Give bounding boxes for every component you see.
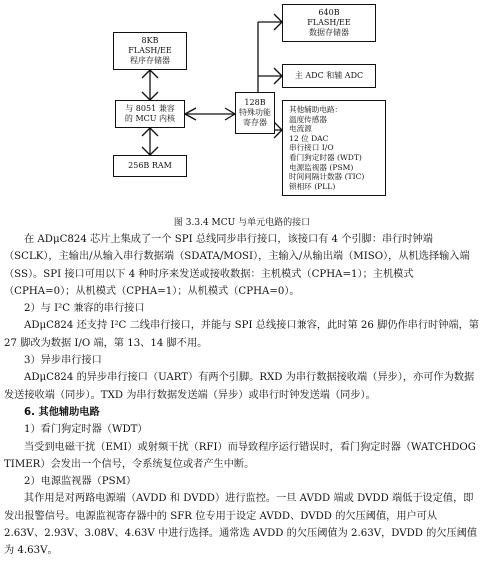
paragraph-wdt: 当受到电磁干扰（EMI）或射频干扰（RFI）而导致程序运行错误时，看门狗定时器（WATCHDOG TIMER）会发出一个信号，令系统复位或者产生中断。 — [4, 441, 476, 470]
aux-line-3: 电流源 — [289, 124, 312, 134]
aux-line-6: 看门狗定时器 (WDT) — [289, 152, 362, 162]
adc-box — [282, 64, 376, 88]
aux-circuits-box — [282, 100, 386, 196]
mcu-core-line-1: 与 8051 兼容 — [125, 104, 175, 113]
ram-box — [113, 155, 187, 177]
paragraph-psm: 其作用是对两路电源端（AVDD 和 DVDD）进行监控。一旦 AVDD 端或 DVDD 端低于设定值，即发出报警信号。电源监视寄存器中的 SFR 位专用于设定 AVDD、DVDD 的欠压阈值，用户可从 2.63V、2.93V、3.08V、4.63V 中进行选择。通常选 AVDD 的欠压阈值为 2.63V，DVDD 的欠压阈值为 4.63V。 — [4, 493, 478, 557]
aux-line-1: 其他辅助电路： — [289, 105, 343, 114]
block-diagram — [0, 0, 484, 215]
flash-640b-box — [282, 4, 376, 42]
paragraph-spi: 在 ADμC824 芯片上集成了一个 SPI 总线同步串行接口，该接口有 4 个引脚：串行时钟端（SCLK），主输出/从输入串行数据端（SDATA/MOSI），主输入/从输出端（MISO），从机选择输入端（SS）。SPI 接口可用以下 4 种时序来发送或接收数据：主机模式（CPHA=1）；主机模式（CPHA=0）；从机模式（CPHA=1）；从机模式（CPHA=0）。 — [4, 234, 470, 297]
flash-640b-line-3: 数据存储器 — [309, 28, 349, 37]
heading-psm: 2）电源监视器（PSM） — [24, 476, 137, 488]
body-text — [4, 231, 480, 560]
sfr-line-2: 特殊功能 — [239, 108, 271, 117]
mcu-core-line-2: 的 MCU 内核 — [124, 114, 176, 123]
aux-line-5: 串行接口 I/O — [289, 143, 334, 153]
adc-label: 主 ADC 和辅 ADC — [294, 71, 364, 80]
flash-8kb-line-2: FLASH/EE — [128, 46, 172, 55]
flash-640b-line-1: 640B — [318, 8, 340, 17]
flash-8kb-line-3: 程序存储器 — [130, 56, 170, 65]
sfr-line-1: 128B — [244, 98, 266, 107]
paragraph-i2c: ADμC824 还支持 I²C 二线串行接口，并能与 SPI 总线接口兼容，此时第 26 脚仍作串行时钟端，第 27 脚改为数据 I/O 端，第 13、14 脚不用。 — [4, 320, 479, 349]
paragraph-uart: ADμC824 的异步串行接口（UART）有两个引脚。RXD 为串行数据接收端（异步），亦可作为数据发送接收端（同步）。TXD 为串行数据发送端（异步）或串行时钟发送端（同步）。 — [4, 372, 475, 401]
section-heading-aux: 6. 其他辅助电路 — [24, 406, 100, 418]
aux-line-9: 锁相环 (PLL) — [289, 181, 336, 191]
aux-line-4: 12 位 DAC — [289, 133, 329, 143]
aux-line-8: 时间间隔计数器 (TIC) — [289, 172, 365, 182]
heading-wdt: 1）看门狗定时器（WDT） — [24, 424, 148, 436]
figure-caption: 图 3.3.4 MCU 与单元电路的接口 — [173, 218, 311, 228]
flash-8kb-box — [113, 32, 187, 70]
aux-line-7: 电源监视器 (PSM) — [289, 162, 354, 172]
mcu-core-box — [115, 100, 185, 128]
sfr-line-3: 寄存器 — [243, 118, 267, 127]
aux-line-2: 温度传感器 — [289, 114, 327, 124]
flash-640b-line-2: FLASH/EE — [307, 18, 351, 27]
heading-i2c: 2）与 I²C 兼容的串行接口 — [24, 303, 145, 315]
heading-uart: 3）异步串行接口 — [24, 355, 102, 367]
sfr-box — [235, 92, 275, 134]
ram-label: 256B RAM — [128, 161, 172, 170]
flash-8kb-line-1: 8KB — [141, 36, 159, 45]
